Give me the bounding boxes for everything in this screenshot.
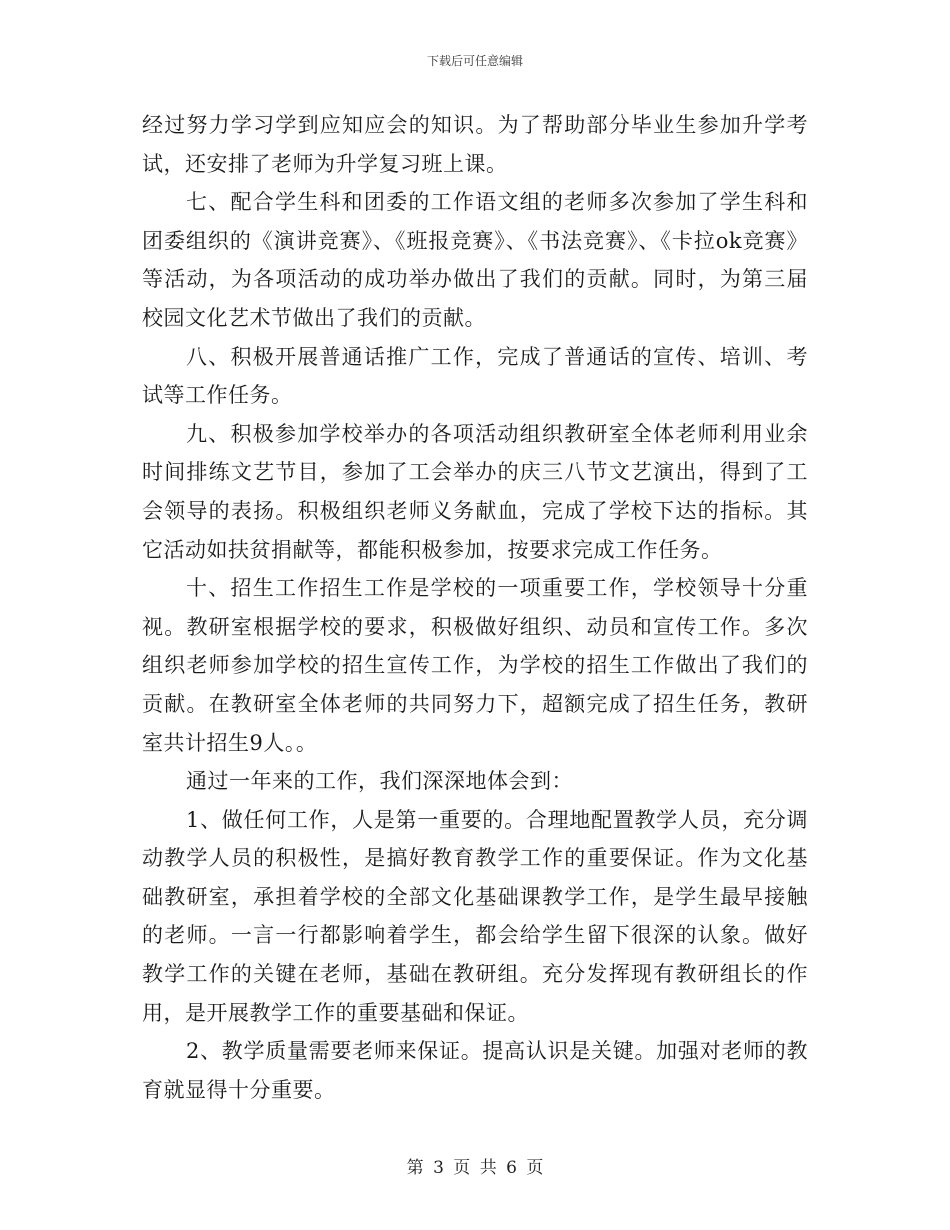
paragraph-item-7: 七、配合学生科和团委的工作语文组的老师多次参加了学生科和团委组织的《演讲竞赛》、《班报竞赛》、《书法竞赛》、《卡拉ok竞赛》等活动，为各项活动的成功举办做出了我们的贡献。同时，为第三届校园文化艺术节做出了我们的贡献。	[142, 190, 808, 330]
paragraph-point-2: 2、教学质量需要老师来保证。提高认识是关键。加强对老师的教育就显得十分重要。	[142, 1039, 808, 1102]
page-header: 下载后可任意编辑	[426, 54, 523, 68]
paragraph-item-8: 八、积极开展普通话推广工作，完成了普通话的宣传、培训、考试等工作任务。	[142, 344, 808, 408]
document-body	[142, 106, 808, 1109]
paragraph-summary-intro: 通过一年来的工作，我们深深地体会到：	[186, 769, 573, 794]
paragraph-item-10: 十、招生工作招生工作是学校的一项重要工作，学校领导十分重视。教研室根据学校的要求，积极做好组织、动员和宣传工作。多次组织老师参加学校的招生宣传工作，为学校的招生工作做出了我们的贡献。在教研室全体老师的共同努力下，超额完成了招生任务，教研室共计招生9人。。	[142, 576, 808, 755]
paragraph-continuation: 经过努力学习学到应知应会的知识。为了帮助部分毕业生参加升学考试，还安排了老师为升学复习班上课。	[142, 113, 808, 176]
paragraph-point-1: 1、做任何工作，人是第一重要的。合理地配置教学人员，充分调动教学人员的积极性，是搞好教育教学工作的重要保证。作为文化基础教研室，承担着学校的全部文化基础课教学工作，是学生最早接触的老师。一言一行都影响着学生，都会给学生留下很深的认象。做好教学工作的关键在老师，基础在教研组。充分发挥现有教研组长的作用，是开展教学工作的重要基础和保证。	[142, 807, 808, 1025]
page-number-footer: 第 3 页 共 6 页	[406, 1158, 544, 1178]
paragraph-item-9: 九、积极参加学校举办的各项活动组织教研室全体老师利用业余时间排练文艺节目，参加了工会举办的庆三八节文艺演出，得到了工会领导的表扬。积极组织老师义务献血，完成了学校下达的指标。其它活动如扶贫捐献等，都能积极参加，按要求完成工作任务。	[142, 421, 808, 562]
